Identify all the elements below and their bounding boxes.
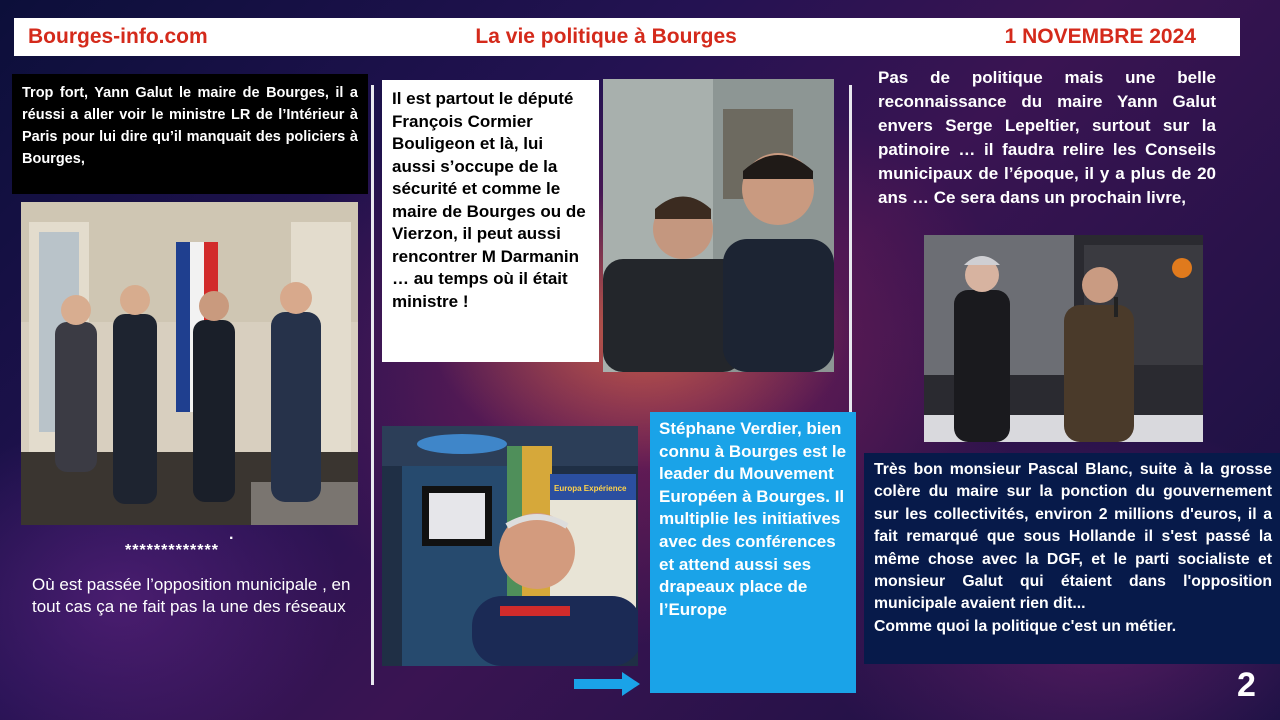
darmanin-photo [603, 79, 834, 372]
cormier-caption: Il est partout le député François Cormier Bouligeon et là, lui aussi s’occupe de la sécurité et comme le maire de Bourges ou de Vierzon, il peut aussi rencontrer M Darmanin … au temps où il était ministre ! [382, 80, 599, 362]
header-bar [14, 18, 1240, 56]
lepeltier-text: Pas de politique mais une belle reconnaissance du maire Yann Galut envers Serge Lepeltier, surtout sur la patinoire … il faudra relire les Conseils municipaux de l’époque, il y a plus de 20 ans … Ce sera dans un prochain livre, [878, 68, 1216, 207]
divider-left [371, 85, 374, 685]
intro-caption: Trop fort, Yann Galut le maire de Bourges, il a réussi a aller voir le ministre LR de l’Intérieur à Paris pour lui dire qu’il manquait des policiers à Bourges, [12, 74, 368, 194]
site-name[interactable]: Bourges-info.com [28, 25, 208, 48]
issue-date: 1 NOVEMBRE 2024 [1004, 25, 1196, 48]
separator-stars: ************* [125, 542, 219, 559]
page-title: La vie politique à Bourges [475, 25, 737, 48]
separator-dot: . [229, 526, 234, 543]
lepeltier-photo [924, 235, 1203, 442]
verdier-caption: Stéphane Verdier, bien connu à Bourges est le leader du Mouvement Européen à Bourges. Il multiplie les initiatives avec des conférences et attend aussi ses drapeaux place de l’Europe [650, 412, 856, 693]
opposition-text: Où est passée l’opposition municipale , en tout cas ça ne fait pas la une des réseaux [32, 575, 351, 616]
page-number: 2 [1237, 666, 1256, 704]
blanc-caption-conclusion: Comme quoi la politique c'est un métier. [874, 617, 1177, 635]
europa-experience-photo [382, 426, 638, 666]
poster-title: Europa Expérience [554, 484, 627, 493]
blanc-caption: Très bon monsieur Pascal Blanc, suite à la grosse colère du maire sur la ponction du gouvernement sur les collectivités, environ 2 millions d'euros, il a fait remarqué que sous Hollande il s'est passé la même chose avec la DGF, et le parti socialiste et monsieur Galut qui étaient dans l'opposition municipale avaient rien dit... Comme quoi la politique c'est un métier. [864, 453, 1280, 664]
ministry-meeting-photo [21, 202, 358, 525]
arrow-right-icon [574, 672, 640, 696]
